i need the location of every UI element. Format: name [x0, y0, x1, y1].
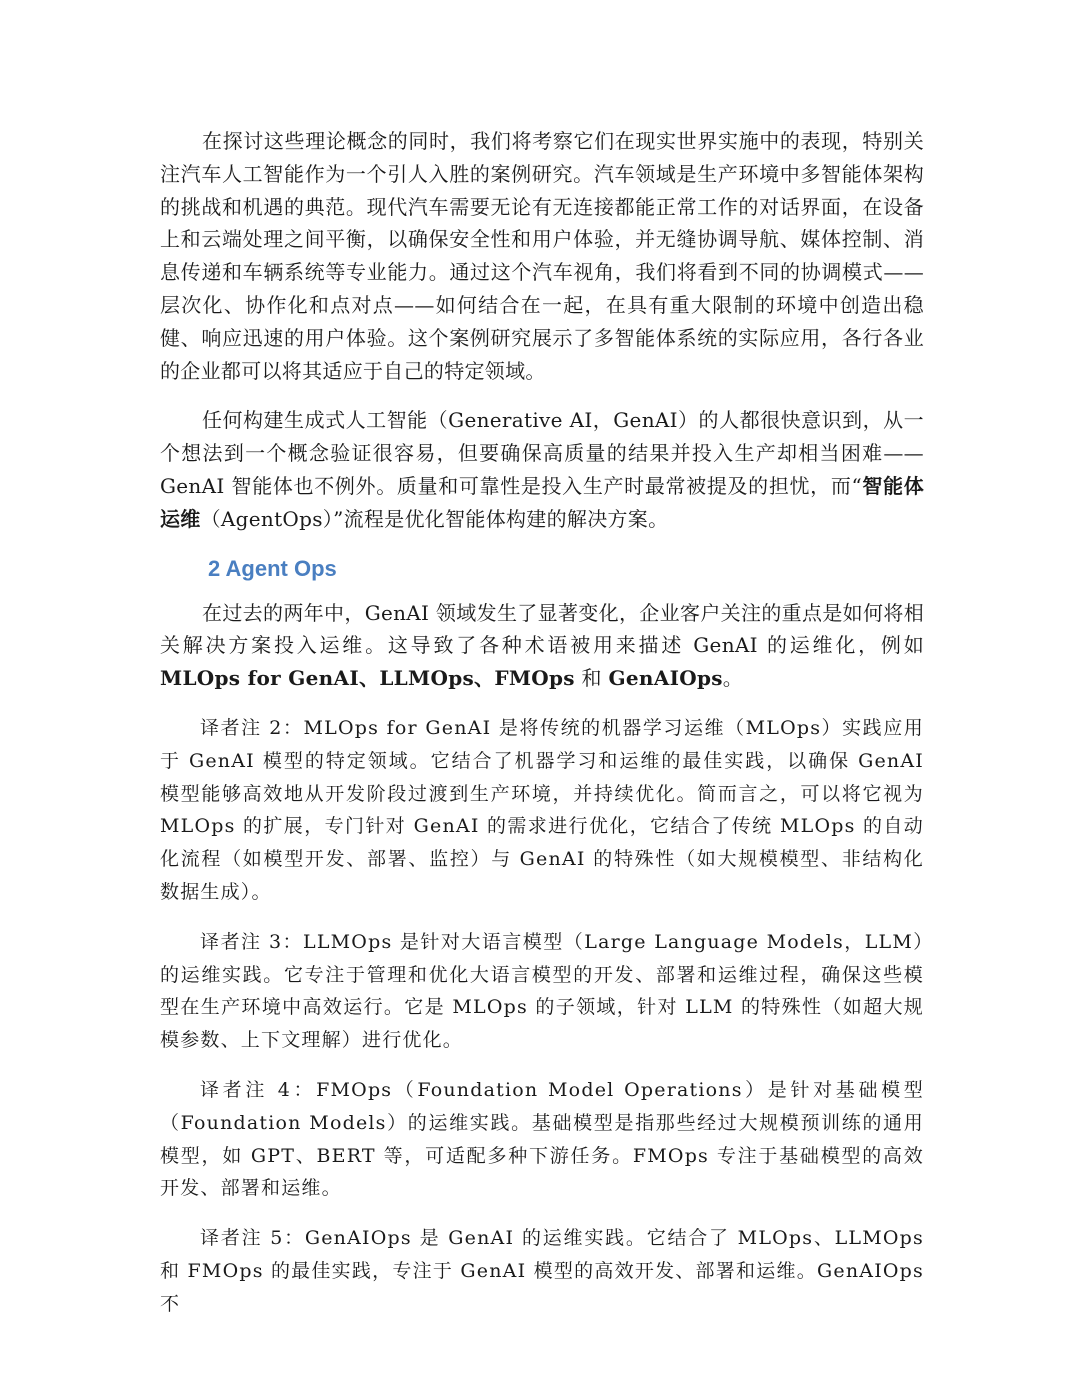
paragraph-text-end: （AgentOps）”流程是优化智能体构建的解决方案。 [200, 506, 669, 531]
paragraph-text: 在过去的两年中，GenAI 领域发生了显著变化，企业客户关注的重点是如何将相关解决方案投入运维。这导致了各种术语被用来描述 GenAI 的运维化，例如 [160, 600, 924, 658]
paragraph-agent-ops-intro [160, 597, 924, 695]
paragraph-automotive-case-study: 在探讨这些理论概念的同时，我们将考察它们在现实世界实施中的表现，特别关注汽车人工智能作为一个引人入胜的案例研究。汽车领域是生产环境中多智能体架构的挑战和机遇的典范。现代汽车需要无论有无连接都能正常工作的对话界面，在设备上和云端处理之间平衡，以确保安全性和用户体验，并无缝协调导航、媒体控制、消息传递和车辆系统等专业能力。通过这个汽车视角，我们将看到不同的协调模式——层次化、协作化和点对点——如何结合在一起，在具有重大限制的环境中创造出稳健、响应迅速的用户体验。这个案例研究展示了多智能体系统的实际应用，各行各业的企业都可以将其适应于自己的特定领域。 [160, 129, 924, 383]
paragraph-text: 任何构建生成式人工智能（Generative AI，GenAI）的人都很快意识到，从一个想法到一个概念验证很容易，但要确保高质量的结果并投入生产却相当困难——GenAI 智能体也不例外。质量和可靠性是投入生产时最常被提及的担忧，而“ [160, 408, 924, 498]
translator-note-4: 译者注 4：FMOps（Foundation Model Operations）是针对基础模型（Foundation Models）的运维实践。基础模型是指那些经过大规模预训练的通用模型，如 GPT、BERT 等，可适配多种下游任务。FMOps 专注于基础模型的高效开发、部署和运维。 [160, 1078, 924, 1200]
term-mlops-for-genai: MLOps for GenAI [160, 666, 359, 691]
agentops-term: 智能体运维 [160, 473, 925, 531]
paragraph-end: 。 [722, 666, 744, 691]
term-llmops: LLMOps [379, 666, 475, 691]
section-heading: 2 Agent Ops [208, 555, 337, 581]
term-fmops: FMOps [494, 666, 575, 691]
document-page [160, 125, 924, 1338]
translator-note-5: 译者注 5：GenAIOps 是 GenAI 的运维实践。它结合了 MLOps、LLMOps 和 FMOps 的最佳实践，专注于 GenAI 模型的高效开发、部署和运维。GenAIOps 不 [160, 1227, 924, 1315]
translator-note-3: 译者注 3：LLMOps 是针对大语言模型（Large Language Models，LLM）的运维实践。它专注于管理和优化大语言模型的开发、部署和运维过程，确保这些模型在生产环境中高效运行。它是 MLOps 的子领域，针对 LLM 的特殊性（如超大规模参数、上下文理解）进行优化。 [160, 930, 924, 1052]
term-conjunction: 和 [574, 666, 609, 691]
term-separator: 、 [359, 666, 380, 691]
paragraph-genai-production [160, 404, 924, 535]
term-separator: 、 [474, 666, 495, 691]
translator-note-2: 译者注 2：MLOps for GenAI 是将传统的机器学习运维（MLOps）实践应用于 GenAI 模型的特定领域。它结合了机器学习和运维的最佳实践，以确保 GenAI 模型能够高效地从开发阶段过渡到生产环境，并持续优化。简而言之，可以将它视为 MLOps 的扩展，专门针对 GenAI 的需求进行优化，它结合了传统 MLOps 的自动化流程（如模型开发、部署、监控）与 GenAI 的特殊性（如大规模模型、非结构化数据生成）。 [160, 716, 924, 903]
term-genaiops: GenAIOps [608, 666, 723, 691]
